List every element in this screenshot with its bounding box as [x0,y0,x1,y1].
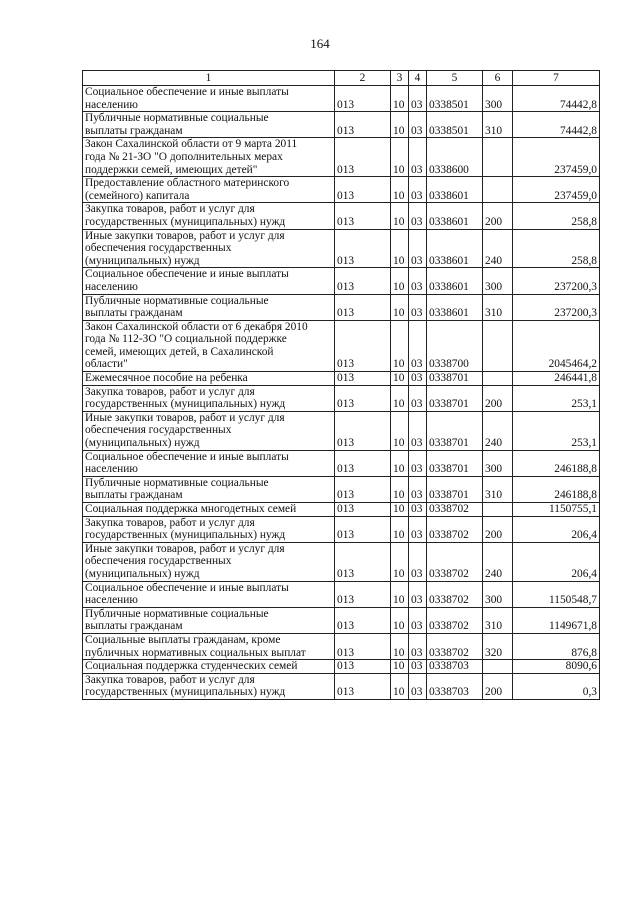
row-subsection-code: 03 [409,476,427,502]
row-amount: 1149671,8 [513,607,600,633]
row-target-article: 0338600 [427,138,483,177]
row-ministry-code: 013 [335,660,391,674]
row-description: Социальное обеспечение и иные выплаты населению [83,581,335,607]
row-subsection-code: 03 [409,516,427,542]
row-ministry-code: 013 [335,542,391,581]
row-description: Ежемесячное пособие на ребенка [83,372,335,386]
row-amount: 253,1 [513,411,600,450]
row-expense-type [483,320,513,371]
row-ministry-code: 013 [335,411,391,450]
table-row [83,294,600,320]
row-section-code: 10 [391,476,409,502]
row-subsection-code: 03 [409,268,427,294]
row-amount: 258,8 [513,229,600,268]
row-ministry-code: 013 [335,229,391,268]
row-target-article: 0338601 [427,268,483,294]
row-subsection-code: 03 [409,203,427,229]
row-description: Публичные нормативные социальные выплаты гражданам [83,112,335,138]
row-target-article: 0338601 [427,294,483,320]
row-expense-type: 320 [483,633,513,659]
table-row [83,476,600,502]
row-subsection-code: 03 [409,633,427,659]
row-subsection-code: 03 [409,372,427,386]
row-amount: 1150755,1 [513,503,600,517]
row-target-article: 0338701 [427,411,483,450]
row-description: Иные закупки товаров, работ и услуг для обеспечения государственных (муниципальных) нужд [83,229,335,268]
row-expense-type: 300 [483,268,513,294]
row-section-code: 10 [391,86,409,112]
row-description: Социальная поддержка студенческих семей [83,660,335,674]
row-section-code: 10 [391,112,409,138]
table-row [83,385,600,411]
row-target-article: 0338702 [427,516,483,542]
table-row [83,542,600,581]
row-amount: 206,4 [513,516,600,542]
row-section-code: 10 [391,177,409,203]
row-expense-type: 310 [483,607,513,633]
row-description: Социальные выплаты гражданам, кроме публичных нормативных социальных выплат [83,633,335,659]
row-description: Социальное обеспечение и иные выплаты населению [83,450,335,476]
row-description: Закон Сахалинской области от 9 марта 2011 года № 21-ЗО "О дополнительных мерах поддержки семей, имеющих детей" [83,138,335,177]
row-description: Публичные нормативные социальные выплаты гражданам [83,294,335,320]
row-description: Публичные нормативные социальные выплаты гражданам [83,476,335,502]
row-expense-type [483,660,513,674]
row-amount: 2045464,2 [513,320,600,371]
row-target-article: 0338702 [427,542,483,581]
table-row [83,138,600,177]
row-subsection-code: 03 [409,112,427,138]
row-ministry-code: 013 [335,450,391,476]
row-section-code: 10 [391,320,409,371]
row-ministry-code: 013 [335,607,391,633]
row-amount: 246188,8 [513,476,600,502]
row-ministry-code: 013 [335,177,391,203]
row-expense-type: 240 [483,229,513,268]
row-section-code: 10 [391,203,409,229]
header-col-1: 1 [83,71,335,86]
row-subsection-code: 03 [409,673,427,699]
row-target-article: 0338702 [427,503,483,517]
row-amount: 237200,3 [513,294,600,320]
table-header-row [83,71,600,86]
row-target-article: 0338601 [427,203,483,229]
row-expense-type: 200 [483,203,513,229]
row-ministry-code: 013 [335,86,391,112]
row-target-article: 0338601 [427,229,483,268]
row-description: Социальное обеспечение и иные выплаты населению [83,86,335,112]
row-amount: 246441,8 [513,372,600,386]
row-amount: 258,8 [513,203,600,229]
row-section-code: 10 [391,268,409,294]
row-section-code: 10 [391,503,409,517]
row-target-article: 0338701 [427,385,483,411]
row-amount: 1150548,7 [513,581,600,607]
header-col-2: 2 [335,71,391,86]
row-target-article: 0338701 [427,476,483,502]
row-expense-type: 200 [483,673,513,699]
row-section-code: 10 [391,385,409,411]
header-col-4: 4 [409,71,427,86]
table-body [83,86,600,700]
row-subsection-code: 03 [409,542,427,581]
row-ministry-code: 013 [335,673,391,699]
row-amount: 237459,0 [513,138,600,177]
row-ministry-code: 013 [335,294,391,320]
row-amount: 246188,8 [513,450,600,476]
row-section-code: 10 [391,450,409,476]
row-ministry-code: 013 [335,320,391,371]
row-ministry-code: 013 [335,476,391,502]
row-target-article: 0338703 [427,673,483,699]
table-row [83,203,600,229]
table-row [83,372,600,386]
row-section-code: 10 [391,516,409,542]
row-amount: 0,3 [513,673,600,699]
row-subsection-code: 03 [409,607,427,633]
row-section-code: 10 [391,607,409,633]
table-row [83,112,600,138]
row-section-code: 10 [391,294,409,320]
table-row [83,660,600,674]
row-target-article: 0338700 [427,320,483,371]
table-row [83,516,600,542]
row-section-code: 10 [391,372,409,386]
row-section-code: 10 [391,673,409,699]
row-subsection-code: 03 [409,294,427,320]
row-ministry-code: 013 [335,503,391,517]
row-description: Публичные нормативные социальные выплаты гражданам [83,607,335,633]
row-expense-type: 300 [483,450,513,476]
row-expense-type [483,372,513,386]
row-description: Закупка товаров, работ и услуг для государственных (муниципальных) нужд [83,516,335,542]
row-section-code: 10 [391,542,409,581]
row-expense-type: 200 [483,385,513,411]
table-row [83,581,600,607]
row-expense-type: 200 [483,516,513,542]
row-subsection-code: 03 [409,450,427,476]
table-row [83,503,600,517]
table-row [83,411,600,450]
row-ministry-code: 013 [335,203,391,229]
row-description: Социальная поддержка многодетных семей [83,503,335,517]
row-ministry-code: 013 [335,372,391,386]
row-description: Закупка товаров, работ и услуг для государственных (муниципальных) нужд [83,673,335,699]
row-target-article: 0338702 [427,581,483,607]
row-subsection-code: 03 [409,177,427,203]
row-subsection-code: 03 [409,411,427,450]
header-col-6: 6 [483,71,513,86]
row-expense-type: 300 [483,86,513,112]
row-ministry-code: 013 [335,516,391,542]
row-ministry-code: 013 [335,633,391,659]
row-target-article: 0338501 [427,112,483,138]
row-description: Иные закупки товаров, работ и услуг для обеспечения государственных (муниципальных) нужд [83,411,335,450]
row-ministry-code: 013 [335,385,391,411]
row-target-article: 0338703 [427,660,483,674]
row-target-article: 0338601 [427,177,483,203]
row-amount: 206,4 [513,542,600,581]
row-subsection-code: 03 [409,320,427,371]
row-target-article: 0338702 [427,607,483,633]
row-ministry-code: 013 [335,112,391,138]
header-col-7: 7 [513,71,600,86]
header-col-5: 5 [427,71,483,86]
row-section-code: 10 [391,229,409,268]
row-section-code: 10 [391,660,409,674]
table-row [83,320,600,371]
page-number: 164 [310,36,330,51]
row-expense-type: 310 [483,476,513,502]
row-ministry-code: 013 [335,268,391,294]
row-subsection-code: 03 [409,385,427,411]
row-section-code: 10 [391,581,409,607]
row-subsection-code: 03 [409,581,427,607]
row-subsection-code: 03 [409,86,427,112]
row-expense-type: 300 [483,581,513,607]
table-row [83,86,600,112]
row-expense-type: 240 [483,542,513,581]
row-section-code: 10 [391,633,409,659]
row-amount: 8090,6 [513,660,600,674]
row-description: Иные закупки товаров, работ и услуг для обеспечения государственных (муниципальных) нужд [83,542,335,581]
row-expense-type: 310 [483,112,513,138]
table-row [83,450,600,476]
row-ministry-code: 013 [335,581,391,607]
table-row [83,607,600,633]
row-ministry-code: 013 [335,138,391,177]
budget-table [82,70,600,700]
row-amount: 253,1 [513,385,600,411]
row-amount: 876,8 [513,633,600,659]
row-target-article: 0338701 [427,450,483,476]
row-subsection-code: 03 [409,138,427,177]
table-row [83,673,600,699]
row-expense-type [483,503,513,517]
row-subsection-code: 03 [409,660,427,674]
row-subsection-code: 03 [409,229,427,268]
row-target-article: 0338501 [427,86,483,112]
row-amount: 237459,0 [513,177,600,203]
row-description: Закупка товаров, работ и услуг для государственных (муниципальных) нужд [83,385,335,411]
table-row [83,633,600,659]
table-row [83,229,600,268]
row-target-article: 0338701 [427,372,483,386]
table-row [83,177,600,203]
row-expense-type: 310 [483,294,513,320]
row-section-code: 10 [391,138,409,177]
header-col-3: 3 [391,71,409,86]
row-description: Закупка товаров, работ и услуг для государственных (муниципальных) нужд [83,203,335,229]
row-description: Социальное обеспечение и иные выплаты населению [83,268,335,294]
row-amount: 237200,3 [513,268,600,294]
row-section-code: 10 [391,411,409,450]
row-target-article: 0338702 [427,633,483,659]
row-amount: 74442,8 [513,112,600,138]
row-expense-type: 240 [483,411,513,450]
table-row [83,268,600,294]
row-expense-type [483,177,513,203]
row-description: Закон Сахалинской области от 6 декабря 2010 года № 112-ЗО "О социальной поддержке семей, имеющих детей, в Сахалинской области" [83,320,335,371]
row-expense-type [483,138,513,177]
row-subsection-code: 03 [409,503,427,517]
row-description: Предоставление областного материнского (семейного) капитала [83,177,335,203]
row-amount: 74442,8 [513,86,600,112]
